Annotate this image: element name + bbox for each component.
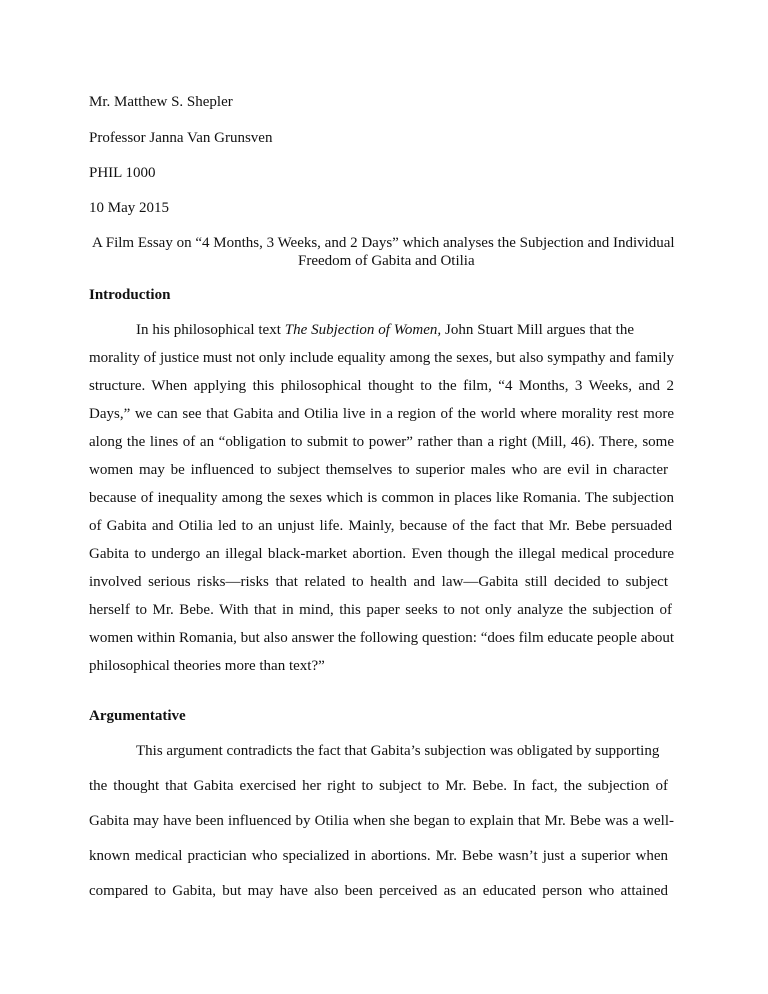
introduction-line-1-post: John Stuart Mill argues that the (441, 322, 635, 338)
argumentative-line: the thought that Gabita exercised her right to subject to Mr. Bebe. In fact, the subjection of (89, 778, 668, 794)
introduction-line: along the lines of an “obligation to submit to power” rather than a right (Mill, 46). There, some (89, 434, 674, 450)
argumentative-line: compared to Gabita, but may have also been perceived as an educated person who attained (89, 883, 668, 899)
introduction-line: of Gabita and Otilia led to an unjust life. Mainly, because of the fact that Mr. Bebe persuaded (89, 518, 672, 534)
introduction-line: women within Romania, but also answer the following question: “does film educate people about (89, 630, 674, 646)
introduction-line: structure. When applying this philosophical thought to the film, “4 Months, 3 Weeks, and 2 (89, 378, 674, 394)
introduction-line (136, 321, 634, 339)
course-code: PHIL 1000 (89, 165, 156, 181)
professor-name: Professor Janna Van Grunsven (89, 130, 273, 146)
argumentative-line: Gabita may have been influenced by Otilia when she began to explain that Mr. Bebe was a well- (89, 813, 674, 829)
paper-title-line-2: Freedom of Gabita and Otilia (298, 253, 475, 269)
introduction-line: involved serious risks—risks that related to health and law—Gabita still decided to subject (89, 574, 668, 590)
introduction-line: Gabita to undergo an illegal black-market abortion. Even though the illegal medical procedure (89, 546, 674, 562)
introduction-line: because of inequality among the sexes which is common in places like Romania. The subjection (89, 490, 674, 506)
paper-title-line-1: A Film Essay on “4 Months, 3 Weeks, and 2 Days” which analyses the Subjection and Individual (92, 235, 675, 251)
author-name: Mr. Matthew S. Shepler (89, 94, 233, 110)
introduction-line: morality of justice must not only include equality among the sexes, but also sympathy and family (89, 350, 674, 366)
argumentative-line: This argument contradicts the fact that Gabita’s subjection was obligated by supporting (136, 743, 660, 759)
section-heading-introduction: Introduction (89, 287, 171, 303)
introduction-line: herself to Mr. Bebe. With that in mind, this paper seeks to not only analyze the subjection of (89, 602, 672, 618)
paper-date: 10 May 2015 (89, 200, 169, 216)
introduction-line-1-pre: In his philosophical text (136, 322, 285, 338)
book-title: The Subjection of Women, (284, 322, 442, 338)
introduction-line: Days,” we can see that Gabita and Otilia live in a region of the world where morality rest more (89, 406, 674, 422)
introduction-line: philosophical theories more than text?” (89, 658, 325, 674)
introduction-line: women may be influenced to subject themselves to superior males who are evil in character (89, 462, 668, 478)
argumentative-line: known medical practician who specialized in abortions. Mr. Bebe wasn’t just a superior when (89, 848, 668, 864)
section-heading-argumentative: Argumentative (89, 708, 186, 724)
